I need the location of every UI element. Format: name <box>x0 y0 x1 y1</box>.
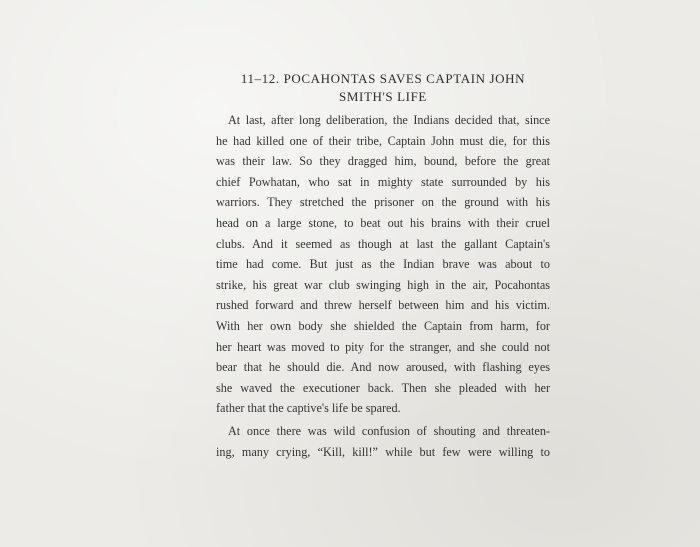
paragraph-1 <box>216 110 550 419</box>
text-line: ing, many crying, “Kill, kill!” while but few were willing to <box>216 444 550 459</box>
text-line: With her own body she shielded the Captain from harm, for <box>216 318 550 333</box>
text-line: he had killed one of their tribe, Captain John must die, for this <box>216 133 550 148</box>
title-line-1: 11–12. POCAHONTAS SAVES CAPTAIN JOHN <box>240 71 526 86</box>
paragraph-2 <box>216 421 550 462</box>
title-line-2: SMITH'S LIFE <box>339 89 427 104</box>
text-line: At once there was wild confusion of shouting and threaten- <box>228 423 550 438</box>
page-title <box>216 70 550 106</box>
text-line: she waved the executioner back. Then she pleaded with her <box>216 380 550 395</box>
text-line: bear that he should die. And now aroused, with flashing eyes <box>216 360 550 375</box>
text-line: father that the captive's life be spared. <box>216 401 401 416</box>
text-line: her heart was moved to pity for the stranger, and she could not <box>216 339 550 354</box>
text-line: rushed forward and threw herself between him and his victim. <box>216 298 550 313</box>
text-line: strike, his great war club swinging high in the air, Pocahontas <box>216 277 550 292</box>
text-line: was their law. So they dragged him, bound, before the great <box>216 154 550 169</box>
text-line: chief Powhatan, who sat in mighty state surrounded by his <box>216 174 550 189</box>
text-line: time had come. But just as the Indian brave was about to <box>216 257 550 272</box>
text-line: warriors. They stretched the prisoner on the ground with his <box>216 195 550 210</box>
text-block <box>216 70 550 462</box>
text-line: clubs. And it seemed as though at last the gallant Captain's <box>216 236 550 251</box>
text-line: At last, after long deliberation, the Indians decided that, since <box>228 113 550 127</box>
text-line: head on a large stone, to beat out his brains with their cruel <box>216 215 550 230</box>
